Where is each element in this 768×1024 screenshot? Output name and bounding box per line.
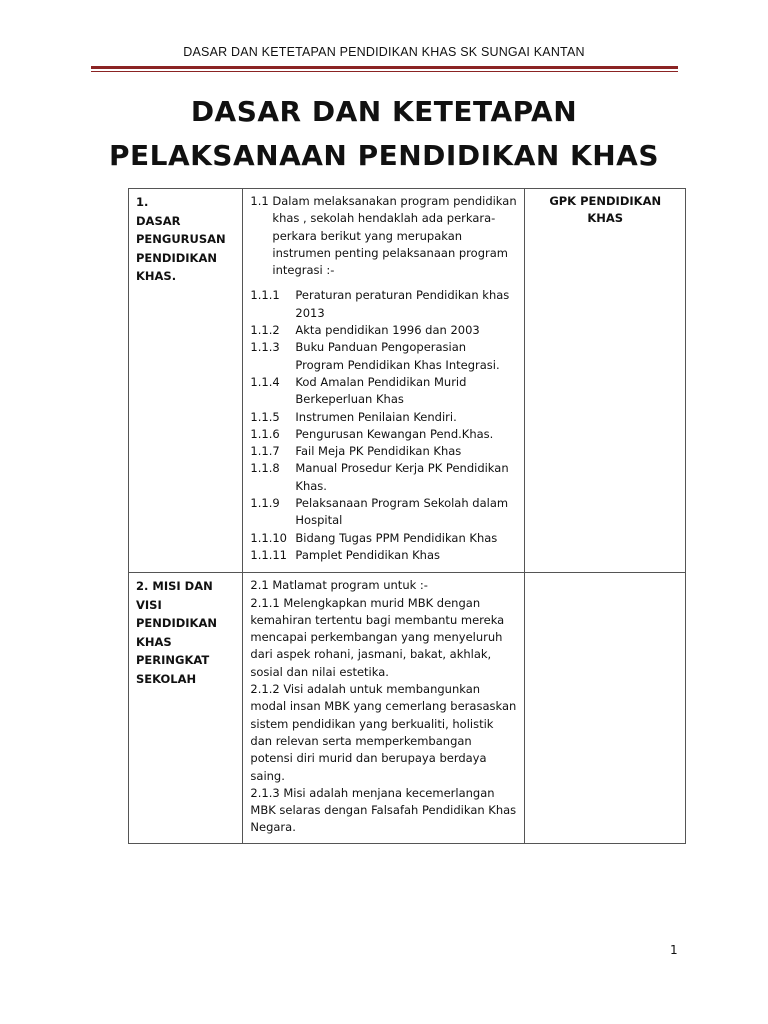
content-cell (243, 189, 525, 573)
list-item-number: 1.1.4 (250, 374, 280, 389)
list-item (250, 495, 517, 530)
list-item-number: 1.1.8 (250, 461, 280, 476)
title-line-2: PELAKSANAAN PENDIDIKAN KHAS (108, 139, 660, 172)
mission-paragraph: 2.1.3 Misi adalah menjana kecemerlangan MBK selaras dengan Falsafah Pendidikan Khas Negara. (250, 785, 517, 835)
list-item-number: 1.1.7 (250, 444, 280, 459)
list-item (250, 339, 517, 374)
policy-table (128, 188, 686, 844)
mission-paragraph: 2.1.2 Visi adalah untuk membangunkan modal insan MBK yang cemerlang berasaskan sistem pendidikan yang berkualiti, holistik dan relevan serta memperkembangan potensi diri murid dan berupaya berdaya saing. (250, 682, 517, 783)
table-row (129, 189, 686, 573)
list-item (250, 374, 517, 409)
list-item-number: 1.1.2 (250, 323, 280, 338)
list-item-text: Fail Meja PK Pendidikan Khas (295, 444, 462, 459)
instrument-list (250, 287, 517, 564)
list-item-text: Pengurusan Kewangan Pend.Khas. (295, 426, 494, 441)
list-item (250, 322, 517, 339)
intro-paragraph (250, 193, 517, 279)
intro-text: Dalam melaksanakan program pendidikan khas , sekolah hendaklah ada perkara-perkara berikut yang merupakan instrumen penting pelaksanaan program integrasi :- (272, 194, 517, 278)
section-label: 2. MISI DAN VISI PENDIDIKAN KHAS PERINGKAT SEKOLAH (136, 579, 217, 686)
list-item-text: Kod Amalan Pendidikan Murid Berkeperluan Khas (295, 374, 467, 407)
section-label-cell (129, 189, 243, 573)
title-line-1: DASAR DAN KETETAPAN (190, 95, 578, 128)
running-header: DASAR DAN KETETAPAN PENDIDIKAN KHAS SK SUNGAI KANTAN (183, 45, 585, 59)
list-item-number: 1.1.11 (250, 547, 287, 562)
section-label-cell (129, 573, 243, 843)
list-item (250, 547, 517, 564)
list-item-number: 1.1.5 (250, 409, 280, 424)
list-item-text: Buku Panduan Pengoperasian Program Pendidikan Khas Integrasi. (295, 340, 500, 372)
list-item-number: 1.1.6 (250, 426, 280, 441)
list-item (250, 287, 517, 322)
responsible-cell (525, 189, 686, 573)
list-item (250, 460, 517, 495)
content-cell (243, 573, 525, 843)
document-title (0, 90, 768, 178)
list-item-text: Akta pendidikan 1996 dan 2003 (295, 323, 480, 338)
list-item-text: Peraturan peraturan Pendidikan khas 2013 (295, 288, 510, 320)
header-rule-thick (91, 66, 678, 69)
list-item (250, 426, 517, 443)
intro-number: 1.1 (250, 194, 269, 208)
table-row (129, 573, 686, 843)
section-label: 1. DASAR PENGURUSAN PENDIDIKAN KHAS. (136, 195, 226, 283)
list-item-number: 1.1.1 (250, 288, 280, 303)
list-item-text: Instrumen Penilaian Kendiri. (295, 409, 457, 424)
mission-paragraph: 2.1.1 Melengkapkan murid MBK dengan kemahiran tertentu bagi membantu mereka mencapai perkembangan yang menyeluruh dari aspek rohani, jasmani, bakat, akhlak, sosial dan nilai estetika. (250, 595, 505, 679)
list-item-text: Pelaksanaan Program Sekolah dalam Hospital (295, 496, 509, 528)
header-rule-thin (91, 71, 678, 72)
list-item (250, 443, 517, 460)
list-item-number: 1.1.10 (250, 530, 287, 545)
list-item-text: Pamplet Pendidikan Khas (295, 547, 441, 562)
responsible-cell (525, 573, 686, 843)
page-number: 1 (670, 943, 678, 957)
mission-paragraph: 2.1 Matlamat program untuk :- (250, 578, 428, 593)
list-item-text: Bidang Tugas PPM Pendidikan Khas (295, 530, 498, 545)
list-item-text: Manual Prosedur Kerja PK Pendidikan Khas. (295, 461, 509, 493)
responsible-label: GPK PENDIDIKAN KHAS (549, 194, 662, 226)
list-item (250, 409, 517, 426)
list-item-number: 1.1.9 (250, 496, 280, 511)
list-item-number: 1.1.3 (250, 340, 280, 355)
list-item (250, 530, 517, 547)
